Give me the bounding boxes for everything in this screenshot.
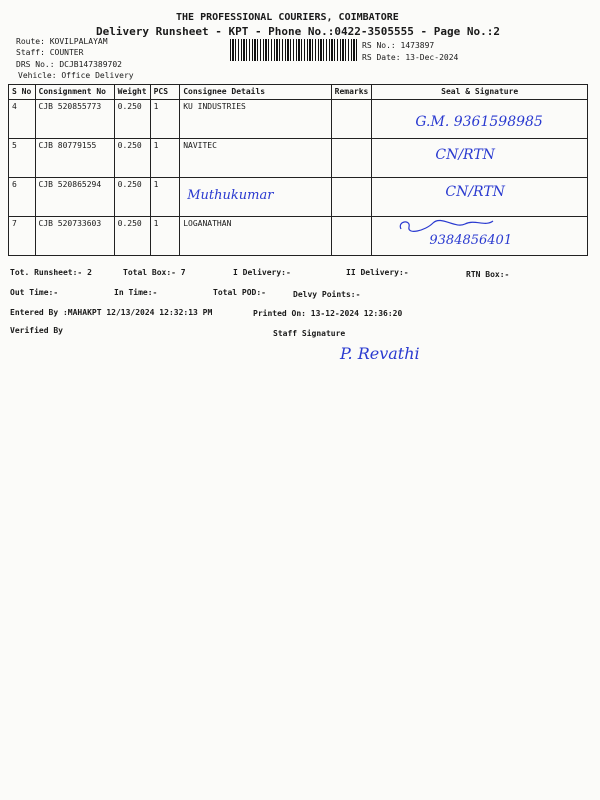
handwritten-signature: CN/RTN <box>445 184 505 200</box>
row-signature <box>372 139 588 178</box>
out-time: Out Time:- <box>10 288 59 297</box>
row-pcs: 1 <box>150 178 180 217</box>
header-sno: S No <box>9 85 36 100</box>
row-weight: 0.250 <box>114 178 150 217</box>
staff-signature-label: Staff Signature <box>273 329 346 338</box>
row-consignee: NAVITEC <box>180 139 331 178</box>
row-consignment: CJB 80779155 <box>35 139 114 178</box>
row-remarks <box>331 178 372 217</box>
row-signature <box>372 100 588 139</box>
row-weight: 0.250 <box>114 100 150 139</box>
row-consignee: KU INDUSTRIES <box>180 100 331 139</box>
row-weight: 0.250 <box>114 139 150 178</box>
company-name: THE PROFESSIONAL COURIERS, COIMBATORE <box>176 12 399 23</box>
row-pcs: 1 <box>150 139 180 178</box>
row-consignment: CJB 520733603 <box>35 217 114 256</box>
row-sno: 5 <box>9 139 36 178</box>
runsheet-table <box>8 84 588 256</box>
row-remarks <box>331 217 372 256</box>
in-time: In Time:- <box>114 288 158 297</box>
signature-scribble <box>395 219 495 233</box>
row-remarks <box>331 139 372 178</box>
row-sno: 6 <box>9 178 36 217</box>
entered-by: Entered By :MAHAKPT 12/13/2024 12:32:13 PM <box>10 308 213 317</box>
total-pod: Total POD:- <box>213 288 266 297</box>
row-signature <box>372 217 588 256</box>
row-signature <box>372 178 588 217</box>
vehicle-label: Vehicle: Office Delivery <box>18 71 134 80</box>
ii-delivery: II Delivery:- <box>346 268 409 277</box>
runsheet-title: Delivery Runsheet - KPT - Phone No.:0422-3505555 - Page No.:2 <box>96 25 500 38</box>
row-pcs: 1 <box>150 100 180 139</box>
rtn-box: RTN Box:- <box>466 270 510 279</box>
staff-signature-hand: P. Revathi <box>340 344 420 363</box>
tot-runsheet: Tot. Runsheet:- 2 <box>10 268 92 277</box>
table-header-row <box>9 85 588 100</box>
route-label: Route: KOVILPALAYAM <box>16 37 108 46</box>
verified-by: Verified By <box>10 326 63 335</box>
row-consignee <box>180 178 331 217</box>
handwritten-signature: CN/RTN <box>435 147 495 163</box>
staff-label: Staff: COUNTER <box>16 48 84 57</box>
row-consignment: CJB 520855773 <box>35 100 114 139</box>
total-box: Total Box:- 7 <box>123 268 186 277</box>
header-seal-signature: Seal & Signature <box>372 85 588 100</box>
header-pcs: PCS <box>150 85 180 100</box>
row-consignment: CJB 520865294 <box>35 178 114 217</box>
header-weight: Weight <box>114 85 150 100</box>
table-row <box>9 178 588 217</box>
table-row <box>9 217 588 256</box>
header-consignment: Consignment No <box>35 85 114 100</box>
row-remarks <box>331 100 372 139</box>
handwritten-consignee: Muthukumar <box>187 188 274 203</box>
header-remarks: Remarks <box>331 85 372 100</box>
drs-number: DRS No.: DCJB147389702 <box>16 60 122 69</box>
row-sno: 4 <box>9 100 36 139</box>
row-weight: 0.250 <box>114 217 150 256</box>
handwritten-signature: 9384856401 <box>429 233 513 248</box>
handwritten-signature: G.M. 9361598985 <box>415 114 543 130</box>
rs-date: RS Date: 13-Dec-2024 <box>362 53 459 62</box>
delvy-points: Delvy Points:- <box>293 290 361 299</box>
row-consignee: LOGANATHAN <box>180 217 331 256</box>
table-row <box>9 139 588 178</box>
table-row <box>9 100 588 139</box>
header-consignee: Consignee Details <box>180 85 331 100</box>
printed-on: Printed On: 13-12-2024 12:36:20 <box>253 309 403 318</box>
row-pcs: 1 <box>150 217 180 256</box>
rs-number: RS No.: 1473897 <box>362 41 435 50</box>
row-sno: 7 <box>9 217 36 256</box>
barcode <box>230 39 358 61</box>
i-delivery: I Delivery:- <box>233 268 291 277</box>
